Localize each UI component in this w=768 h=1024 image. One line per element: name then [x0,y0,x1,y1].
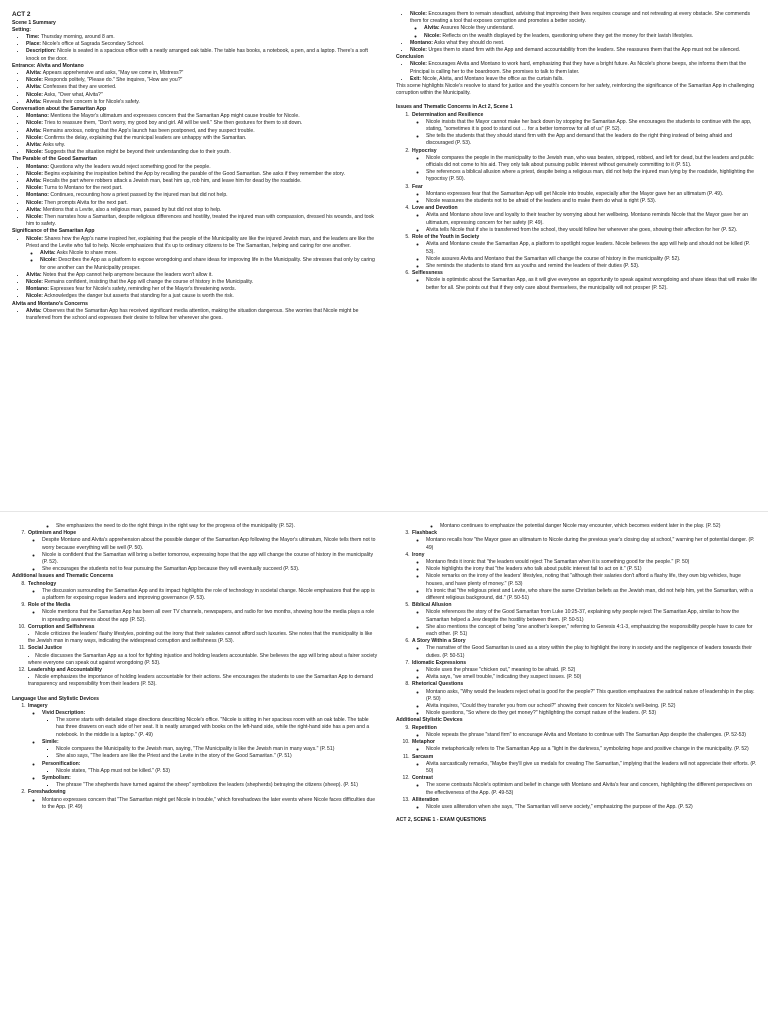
page-1 [0,0,384,512]
list-item: ◦ Alvita says, "we smell trouble," indicating they suspect issues. (P. 50) [426,674,758,681]
list-item: 3. Flashback ◦ Montano recalls how "the Mayor gave an ultimatum to Nicole during the previous year's closing day at school," warning her of potential danger. (P. 49) [411,530,758,552]
sub-list [26,250,378,272]
list-item: ◦ Alvita sarcastically remarks, "Maybe they'll give us medals for creating The Samaritan," implying that the leaders will not appreciate their efforts. (P. 50) [426,761,758,775]
list-item: 7. Optimism and Hope ◦ Despite Montano and Alvita's apprehension about the possible danger of the Samaritan App following the Mayor's ultimatum, Nicole tells them not to worry because everything will be well (P. 50). ◦ Nicole is confident that the Samaritan will bring a better tomorrow, expressing hope that the app will change the course of history in the municipality (P. 52). ◦ She encourages the students not to fear pursuing the Samaritan App because they will eventually succeed (P. 53). [27,530,378,573]
list-item: ◦ She references a biblical allusion where a priest, despite being a religious man, did not help the injured man lying by the roadside, highlighting the hypocrisy (P. 50). [426,169,758,183]
list-item: ◦ Montano expresses concern that "The Samaritan might get Nicole in trouble," which foreshadows the later events where Nicole faces difficulties due to the App. (P. 49) [42,797,378,811]
conclusion-paragraph: This scene highlights Nicole's resolve to stand for justice and the youth's concern for her safety, reinforcing the significance of the Samaritan App in challenging corruption within the Municipality. [396,83,755,97]
list-item: 11. Sarcasm ◦ Alvita sarcastically remarks, "Maybe they'll give us medals for creating The Samaritan," implying that the leaders will not appreciate their efforts. (P. 50) [411,754,758,776]
list-item: • Nicole: Responds politely, "Please do." She inquires, "How are you?" [26,77,378,84]
list-item: 6. Selflessness ◦ Nicole is optimistic about the Samaritan App, as it will give everyone an opportunity to speak against wrongdoing and share ideas that will make life better for all. She points out that if they only care about themselves, the municipality will not prosper (P. 52). [411,270,758,292]
list-item: • Nicole: Encourages Alvita and Montano to work hard, emphasizing that they have a bright future. As Nicole's phone beeps, she informs them that the Principal is calling her to the boardroom. She promises to talk to them later. [410,61,758,75]
list-item: ◦ The scene contrasts Nicole's optimism and belief in change with Montano and Alvita's fear and concern, highlighting the different perspectives on the effectiveness of the App. (P. 49-53) [426,782,758,796]
conversation-heading: Conversation about the Samaritan App [12,106,107,113]
list-item: ◦ Alvita and Montano create the Samaritan App, a platform to spotlight rogue leaders. Nicole believes the app will help and should not be killed (P. 53). [426,241,758,255]
list-item: • Nicole: Then narrates how a Samaritan, despite religious differences and hostility, treated the injured man with compassion, dressed his wounds, and took him to safety. [26,214,378,228]
parable-list [12,164,378,229]
list-item: ◦ The discussion surrounding the Samaritan App and its impact highlights the role of technology in societal change. Nicole emphasizes that the app is a platform for exposing rogue leaders and improving governance (P. 53). [42,588,378,602]
list-item: ◦ Alvita inquires, "Could they transfer you from our school?" showing their concern for Nicole's well-being. (P. 52) [426,703,758,710]
list-item: ◦ She also mentions the concept of being "one another's keeper," referring to Genesis 4:1-3, emphasizing the responsibility people have to care for each other. (P. 51) [426,624,758,638]
significance-heading: Significance of the Samaritan App [12,228,95,235]
list-item: • Alvita: Reveals their concern is for Nicole's safety. [26,99,378,106]
list-item: 1. Determination and Resilience ◦ Nicole insists that the Mayor cannot make her back down by stopping the Samaritan App. She encourages the students to continue with the app, stating, "sometimes it is good to stand out … for a better tomorrow for all of us" (P. 52). ◦ She tells the students that they should stand firm with the App and demand that the leaders do the right thing instead of being afraid and discouraged (P. 53). [411,112,758,148]
list-item: ◦ Nicole highlights the irony that "the leaders who talk about public interest fail to act on it." (P. 51) [426,566,758,573]
list-item: • Description: Nicole is seated in a spacious office with a neatly arranged oak table. The table has books, a notebook, a pen, and a laptop. There's a soft knock on the door. [26,48,378,62]
list-item: ◦ Montano continues to emphasize the potential danger Nicole may encounter, which becomes evident later in the play. (P. 52) [440,523,758,530]
list-item: ◦ Nicole uses alliteration when she says, "The Samaritan will serve society," emphasizing the purpose of the App. (P. 52) [426,804,758,811]
list-item: 5. Biblical Allusion ◦ Nicole references the story of the Good Samaritan from Luke 10:25-37, explaining why people reject The Samaritan App, similar to how the Samaritan helped a Jew despite the hostility between them. (P. 50-51) ◦ She also mentions the concept of being "one another's keeper," referring to Genesis 4:1-3, emphasizing the responsibility people have to care for each other. (P. 51) [411,602,758,638]
list-item: ◦ Simile: ▪ Nicole compares the Municipality to the Jewish man, saying, "The Municipality is like the Jewish man in many ways." (P. 51) ▪ She also says, "The leaders are like the Priest and the Levite in the story of the Good Samaritan." (P. 51) [42,739,378,761]
list-item: 4. Love and Devotion ◦ Alvita and Montano show love and loyalty to their teacher by worrying about her wellbeing. Montano reminds Nicole that the Mayor gave her an ultimatum, expressing concern for her safety (P. 49). ◦ Alvita tells Nicole that if she is transferred from the school, they would follow her wherever she goes, showing their affection for her (P. 52). [411,205,758,234]
entrance-list [12,70,378,106]
list-item: • Nicole emphasizes the importance of holding leaders accountable for their actions. She encourages the students to use the Samaritan App to demand transparency and responsibility from their leaders (P. 53). [28,674,378,688]
list-item: • Nicole: Tries to reassure them, "Don't worry, my good boy and girl. All will be well." She then gestures for them to sit down. [26,120,378,127]
act-heading: ACT 2 [12,11,31,18]
list-item: • Nicole: Urges them to stand firm with the App and demand accountability from the leaders. She reassures them that the App must not be silenced. [410,47,758,54]
list-item: • Place: Nicole's office at Sagrada Secondary School. [26,41,378,48]
list-item: ◦ Montano expresses fear that the Samaritan App will get Nicole into trouble, especially after the Mayor gave her an ultimatum (P. 49). [426,191,758,198]
list-item: ▪ Nicole states, "This App must not be killed." (P. 53) [56,768,378,775]
themes-list [12,530,378,573]
list-item: ◦ Nicole: Describes the App as a platform to expose wrongdoing and share ideas for improving life in the Municipality. She stresses that only by caring for one another can the Municipality prosper. [40,257,378,271]
list-item: ◦ Nicole mentions that the Samaritan App has been all over TV channels, newspapers, and radio for two months, showing how the media plays a role in spreading awareness about the app (P. 52). [42,609,378,623]
language-heading: Language Use and Stylistic Devices [12,695,99,702]
list-item: 6. A Story Within a Story ◦ The narrative of the Good Samaritan is used as a story within the play to highlight the irony in society and the negligence of leaders towards their duties. (P. 50-51) [411,638,758,660]
list-item: • Montano: Continues, recounting how a priest passed by the injured man but did not help. [26,192,378,199]
list-item: ◦ Nicole metaphorically refers to The Samaritan App as a "light in the darkness," symbolizing hope and positive change in the municipality. (P. 52) [426,746,758,753]
list-item: ▪ The phrase "The shepherds have turned against the sheep" symbolizes the leaders (shepherds) betraying the citizens (sheep). (P. 51) [56,782,378,789]
list-item: ◦ Nicole assures Alvita and Montano that the Samaritan will change the course of history in the municipality (P. 52). [426,256,758,263]
page-4 [384,512,768,1024]
list-item: ◦ Nicole questions, "So where do they get money?" highlighting the corrupt nature of the leaders. (P. 53) [426,710,758,717]
list-item: 4. Irony ◦ Montano finds it ironic that "the leaders would reject The Samaritan when it is something good for the people." (P. 50) ◦ Nicole highlights the irony that "the leaders who talk about public interest fail to act on it." (P. 51) ◦ Nicole remarks on the irony of the leaders' lifestyles, noting that "although their salaries don't afford a flashy life, they own big vehicles, huge houses, and have plenty of money." (P. 53) ◦ It's ironic that "the religious priest and Levite, who share the same Christian beliefs as the Jewish man, did not help him, yet the Samaritan, with a different religious background, did." (P. 50-51) [411,552,758,602]
list-item: ◦ Personification: ▪ Nicole states, "This App must not be killed." (P. 53) [42,761,378,775]
list-item: • Time: Thursday morning, around 8 am. [26,34,378,41]
list-item: • Nicole: Asks, "Over what, Alvita?" [26,92,378,99]
list-item: 7. Idiomatic Expressions ◦ Nicole uses the phrase "chicken out," meaning to be afraid. (P. 52) ◦ Alvita says, "we smell trouble," indicating they suspect issues. (P. 50) [411,660,758,682]
list-item: ◦ She tells the students that they should stand firm with the App and demand that the leaders do the right thing instead of being afraid and discouraged (P. 53). [426,133,758,147]
additional-issues-heading: Additional Issues and Thematic Concerns [12,573,114,580]
list-item: ◦ Montano recalls how "the Mayor gave an ultimatum to Nicole during the previous year's closing day at school," warning her of potential danger. (P. 49) [426,537,758,551]
spacer [396,97,758,104]
list-item: • Nicole discusses the Samaritan App as a tool for fighting injustice and holding leaders accountable. She believes the app will bring about a fairer society where everyone can speak out against wrongdoing (P. 53). [28,653,378,667]
list-item: • Nicole: Shares how the App's name inspired her, explaining that the people of the Municipality are like the injured Jewish man, and the leaders are like the Priest and the Levite who fail to help. Nicole emphasizes that it's up to ordinary citizens to be The Samaritan, helping and caring for one another. ◦ Alvita: Asks Nicole to share more. ◦ Nicole: Describes the App as a platform to expose wrongdoing and share ideas for improving life in the Municipality. She stresses that only by caring for one another can the Municipality prosper. [26,236,378,272]
list-item: • Nicole: Acknowledges the danger but asserts that standing for a just cause is worth the risk. [26,293,378,300]
list-item: • Montano: Expresses fear for Nicole's safety, reminding her of the Mayor's threatening words. [26,286,378,293]
list-item: • Nicole: Confirms the delay, explaining that the municipal leaders are unhappy with the Samaritan. [26,135,378,142]
list-item: ◦ It's ironic that "the religious priest and Levite, who share the same Christian beliefs as the Jewish man, did not help him, yet the Samaritan, with a different religious background, did." (P. 50-51) [426,588,758,602]
list-item: 10. Metaphor ◦ Nicole metaphorically refers to The Samaritan App as a "light in the darkness," symbolizing hope and positive change in the municipality. (P. 52) [411,739,758,753]
list-item: • Exit: Nicole, Alvita, and Montano leave the office as the curtain falls. [410,76,758,83]
list-item: ◦ She reminds the students to stand firm as youths and remind the leaders of their duties (P. 53). [426,263,758,270]
list-item: ◦ Vivid Description: ▪ The scene starts with detailed stage directions describing Nicole's office. "Nicole is sitting in her spacious room with an oak table. The table has three drawers on each side of her seat. It is neatly arranged with books on the left-hand side, while the right-hand side has a pen and a notebook. In the middle is a laptop." (P. 49) [42,710,378,739]
conversation-list [12,113,378,156]
list-item: ◦ She encourages the students not to fear pursuing the Samaritan App because they will eventually succeed (P. 53). [42,566,378,573]
list-item: 11. Social Justice • Nicole discusses the Samaritan App as a tool for fighting injustice and holding leaders accountable. She believes the app will bring about a fairer society where everyone can speak out against wrongdoing (P. 53). [27,645,378,667]
list-item: 3. Fear ◦ Montano expresses fear that the Samaritan App will get Nicole into trouble, especially after the Mayor gave her an ultimatum (P. 49). ◦ Nicole reassures the students not to be afraid of the leaders and to make them do what is right (P. 53). [411,184,758,206]
list-item: 9. Role of the Media ◦ Nicole mentions that the Samaritan App has been all over TV channels, newspapers, and radio for two months, showing how the media plays a role in spreading awareness about the app (P. 52). [27,602,378,624]
list-item: ◦ Nicole uses the phrase "chicken out," meaning to be afraid. (P. 52) [426,667,758,674]
list-item: ◦ Nicole insists that the Mayor cannot make her back down by stopping the Samaritan App. She encourages the students to continue with the app, stating, "sometimes it is good to stand out … for a better tomorrow for all of us" (P. 52). [426,119,758,133]
setting-list [12,34,378,63]
scene-heading: Scene 1 Summary [12,19,56,26]
additional-devices-list [396,725,758,811]
list-item: • Nicole: Suggests that the situation might be beyond their understanding due to their youth. [26,149,378,156]
devices-list [12,703,378,811]
continued-list [396,11,758,54]
list-item: • Alvita: Mentions that a Levite, also a religious man, passed by but did not stop to help. [26,207,378,214]
list-item: 2. Hypocrisy ◦ Nicole compares the people in the municipality to the Jewish man, who was beaten, stripped, robbed, and left for dead, but the leaders and public officials did not come to his aid. They only talk about pursuing public interest without genuinely committing to it (P. 51). ◦ She references a biblical allusion where a priest, despite being a religious man, did not help the injured man lying by the roadside, highlighting the hypocrisy (P. 50). [411,148,758,184]
issues-heading: Issues and Thematic Concerns in Act 2, Scene 1 [396,104,513,111]
list-item: 9. Repetition ◦ Nicole repeats the phrase "stand firm" to encourage Alvita and Montano to continue with The Samaritan App despite the challenges. (P. 52-53) [411,725,758,739]
list-item: 8. Rhetorical Questions ◦ Montano asks, "Why would the leaders reject what is good for the people?" This question emphasizes the satirical nature of leadership in the play. (P. 50) ◦ Alvita inquires, "Could they transfer you from our school?" showing their concern for Nicole's well-being. (P. 52) ◦ Nicole questions, "So where do they get money?" highlighting the corrupt nature of the leaders. (P. 53) [411,681,758,717]
list-item: • Alvita: Observes that the Samaritan App has received significant media attention, making the situation dangerous. She worries that Nicole might be transferred from the school and expresses their desire to follow her wherever she goes. [26,308,378,322]
concerns-heading: Alvita and Montano's Concerns [12,300,88,307]
list-item: 10. Corruption and Selfishness • Nicole criticizes the leaders' flashy lifestyles, pointing out the irony that their salaries cannot afford such luxuries. She notes that the municipality is like the Jewish man in many ways, indicating the widespread corruption and selfishness (P. 53). [27,624,378,646]
list-item: ◦ Montano finds it ironic that "the leaders would reject The Samaritan when it is something good for the people." (P. 50) [426,559,758,566]
list-item: • Nicole: Turns to Montano for the next part. [26,185,378,192]
list-item: ◦ Symbolism: ▪ The phrase "The shepherds have turned against the sheep" symbolizes the leaders (shepherds) betraying the citizens (sheep). (P. 51) [42,775,378,789]
list-item: ◦ Alvita tells Nicole that if she is transferred from the school, they would follow her wherever she goes, showing their affection for her (P. 52). [426,227,758,234]
list-item: • Nicole: Remains confident, insisting that the App will change the course of history in the Municipality. [26,279,378,286]
issues-list [396,112,758,292]
list-item: 8. Technology ◦ The discussion surrounding the Samaritan App and its impact highlights the role of technology in societal change. Nicole emphasizes that the app is a platform for exposing rogue leaders and improving governance (P. 53). [27,581,378,603]
list-item: • Alvita: Notes that the App cannot help anymore because the leaders won't allow it. [26,272,378,279]
significance-list [12,236,378,301]
list-item: • Montano: Asks what they should do next. [410,40,758,47]
list-item: ◦ Alvita: Asks Nicole to share more. [40,250,378,257]
list-item: 5. Role of the Youth in Society ◦ Alvita and Montano create the Samaritan App, a platform to spotlight rogue leaders. Nicole believes the app will help and should not be killed (P. 53). ◦ Nicole assures Alvita and Montano that the Samaritan will change the course of history in the municipality (P. 52). ◦ She reminds the students to stand firm as youths and remind the leaders of their duties (P. 53). [411,234,758,270]
list-item: • Alvita: Remains anxious, noting that the App's launch has been postponed, and they suspect trouble. [26,128,378,135]
entrance-heading: Entrance: Alvita and Montano [12,62,84,69]
list-item: 1. Imagery ◦ Vivid Description: ▪ The scene starts with detailed stage directions describing Nicole's office. "Nicole is sitting in her spacious room with an oak table. The table has three drawers on each side of her seat. It is neatly arranged with books on the left-hand side, while the right-hand side has a pen and a notebook. In the middle is a laptop." (P. 49) ◦ Simile: ▪ Nicole compares the Municipality to the Jewish man, saying, "The Municipality is like the Jewish man in many ways." (P. 51) ▪ She also says, "The leaders are like the Priest and the Levite in the story of the Good Samaritan." (P. 51) ◦ Personification: ▪ Nicole states, "This App must not be killed." (P. 53) ◦ Symbolism: ▪ The phrase "The shepherds have turned against the sheep" symbolizes the leaders (shepherds) betraying the citizens (sheep). (P. 51) [27,703,378,789]
conclusion-heading: Conclusion [396,54,424,61]
page-2 [384,0,768,512]
conclusion-list [396,61,758,83]
list-item: ▪ The scene starts with detailed stage directions describing Nicole's office. "Nicole is sitting in her spacious room with an oak table. The table has three drawers on each side of her seat. It is neatly arranged with books on the left-hand side, while the right-hand side has a pen and a notebook. In the middle is a laptop." (P. 49) [56,717,378,739]
parable-heading: The Parable of the Good Samaritan [12,156,97,163]
list-item: • Alvita: Recalls the part where robbers attack a Jewish man, beat him up, rob him, and leave him for dead by the roadside. [26,178,378,185]
page-3 [0,512,384,1024]
list-item: ◦ Nicole repeats the phrase "stand firm" to encourage Alvita and Montano to continue with The Samaritan App despite the challenges. (P. 52-53) [426,732,758,739]
list-item: ▪ Nicole compares the Municipality to the Jewish man, saying, "The Municipality is like the Jewish man in many ways." (P. 51) [56,746,378,753]
concerns-list [12,308,378,322]
additional-issues-list [12,581,378,689]
list-item: • Nicole: Then prompts Alvita for the next part. [26,200,378,207]
list-item: • Montano: Mentions the Mayor's ultimatum and expresses concern that the Samaritan App might cause trouble for Nicole. [26,113,378,120]
list-item: ▪ She also says, "The leaders are like the Priest and the Levite in the story of the Good Samaritan." (P. 51) [56,753,378,760]
spacer [12,689,378,696]
list-item: ◦ Nicole is confident that the Samaritan will bring a better tomorrow, expressing hope that the app will change the course of history in the municipality (P. 52). [42,552,378,566]
list-item: ◦ Alvita and Montano show love and loyalty to their teacher by worrying about her wellbeing. Montano reminds Nicole that the Mayor gave her an ultimatum, expressing concern for her safety (P. 49). [426,212,758,226]
list-item: • Alvita: Asks why. [26,142,378,149]
list-item: • Nicole: Begins explaining the inspiration behind the App by recalling the parable of the Good Samaritan. She asks if they remember the story. [26,171,378,178]
list-item: • Montano: Questions why the leaders would reject something good for the people. [26,164,378,171]
list-item: ◦ The narrative of the Good Samaritan is used as a story within the play to highlight the irony in society and the negligence of leaders towards their duties. (P. 50-51) [426,645,758,659]
list-item: • Alvita: Confesses that they are worried. [26,84,378,91]
list-item: ◦ Alvita: Assures Nicole they understand. [424,25,758,32]
additional-devices-heading: Additional Stylistic Devices [396,717,463,724]
list-item: • Nicole: Encourages them to remain steadfast, advising that improving their lives requires courage and not retreating at every obstacle. She commends them for creating a tool that exposes corruption and promotes a better society. ◦ Alvita: Assures Nicole they understand. ◦ Nicole: Reflects on the wealth displayed by the leaders, questioning where they get the money for their lavish lifestyles. [410,11,758,40]
list-item: ◦ She emphasizes the need to do the right things in the right way for the progress of the municipality (P. 52). [56,523,378,530]
list-item: ◦ Nicole compares the people in the municipality to the Jewish man, who was beaten, stripped, robbed, and left for dead, but the leaders and public officials did not come to his aid. They only talk about pursuing public interest without genuinely committing to it (P. 51). [426,155,758,169]
list-item: 2. Foreshadowing ◦ Montano expresses concern that "The Samaritan might get Nicole in trouble," which foreshadows the later events where Nicole faces difficulties due to the App. (P. 49) [27,789,378,811]
list-item: 12. Leadership and Accountability • Nicole emphasizes the importance of holding leaders accountable for their actions. She encourages the students to use the Samaritan App to demand transparency and responsibility from their leaders (P. 53). [27,667,378,689]
list-item: • Alvita: Appears apprehensive and asks, "May we come in, Mistress?" [26,70,378,77]
setting-heading: Setting: [12,26,31,33]
list-item: ◦ Nicole: Reflects on the wealth displayed by the leaders, questioning where they get the money for their lavish lifestyles. [424,33,758,40]
list-item: • Nicole criticizes the leaders' flashy lifestyles, pointing out the irony that their salaries cannot afford such luxuries. She notes that the municipality is like the Jewish man in many ways, indicating the widespread corruption and selfishness (P. 53). [28,631,378,645]
continued-list [12,523,378,530]
sub-list [410,25,758,39]
devices-list [396,530,758,717]
list-item: 12. Contrast ◦ The scene contrasts Nicole's optimism and belief in change with Montano and Alvita's fear and concern, highlighting the different perspectives on the effectiveness of the App. (P. 49-53) [411,775,758,797]
list-item: ◦ Nicole references the story of the Good Samaritan from Luke 10:25-37, explaining why people reject The Samaritan App, similar to how the Samaritan helped a Jew despite the hostility between them. (P. 50-51) [426,609,758,623]
list-item: ◦ Montano asks, "Why would the leaders reject what is good for the people?" This question emphasizes the satirical nature of leadership in the play. (P. 50) [426,689,758,703]
list-item: ◦ Nicole remarks on the irony of the leaders' lifestyles, noting that "although their salaries don't afford a flashy life, they own big vehicles, huge houses, and have plenty of money." (P. 53) [426,573,758,587]
list-item: ◦ Nicole is optimistic about the Samaritan App, as it will give everyone an opportunity to speak against wrongdoing and share ideas that will make life better for all. She points out that if they only care about themselves, the municipality will not prosper (P. 52). [426,277,758,291]
list-item: ◦ Despite Montano and Alvita's apprehension about the possible danger of the Samaritan App following the Mayor's ultimatum, Nicole tells them not to worry because everything will be well (P. 50). [42,537,378,551]
list-item: 13. Alliteration ◦ Nicole uses alliteration when she says, "The Samaritan will serve society," emphasizing the purpose of the App. (P. 52) [411,797,758,811]
list-item: ◦ Nicole reassures the students not to be afraid of the leaders and to make them do what is right (P. 53). [426,198,758,205]
exam-questions-heading: ACT 2, SCENE 1 - EXAM QUESTIONS [396,817,487,824]
continued-list [396,523,758,530]
